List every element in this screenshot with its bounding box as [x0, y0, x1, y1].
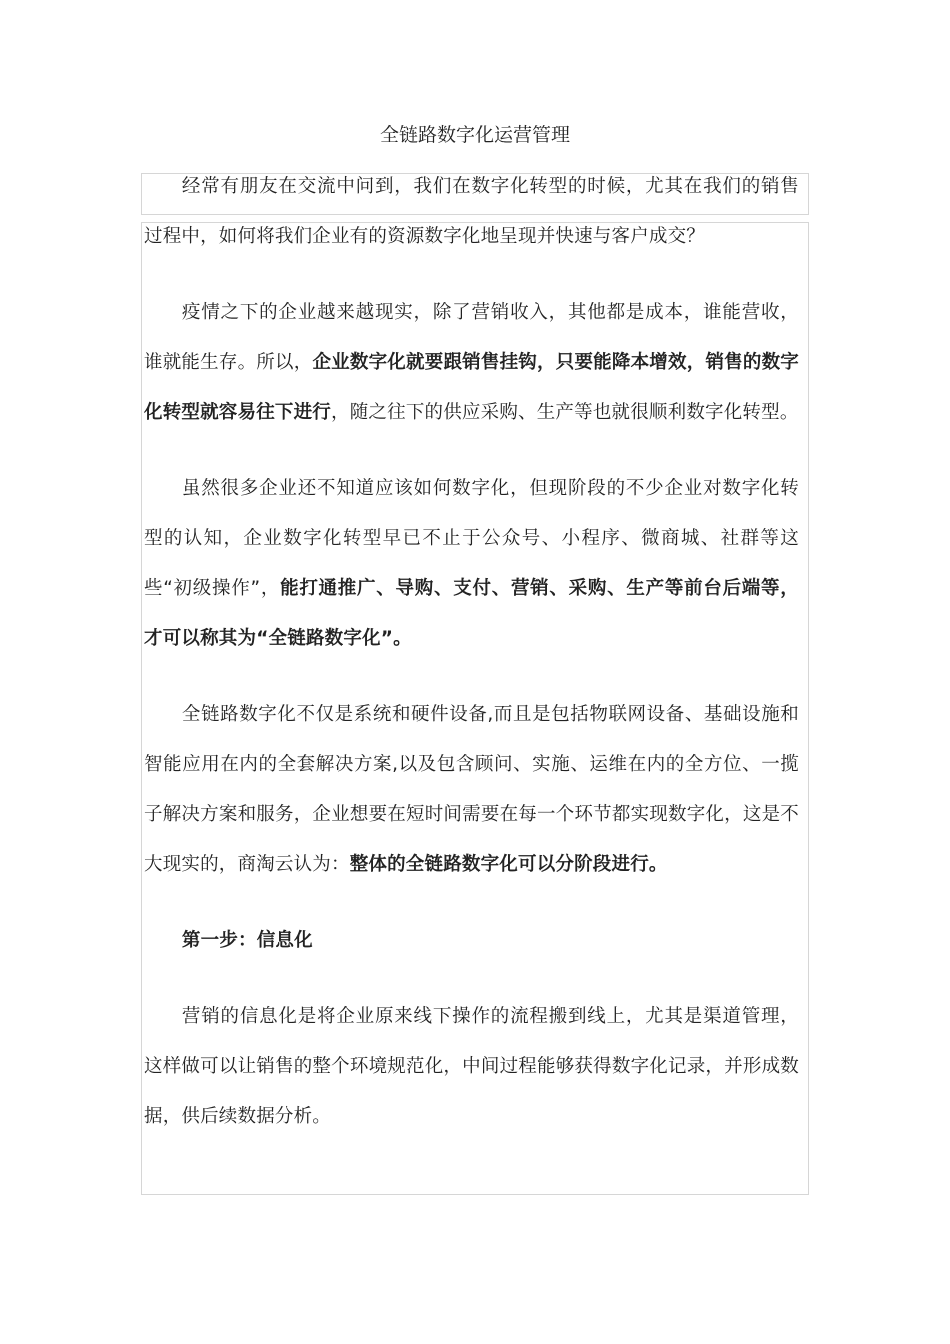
paragraph-text: ，随之往下的供应采购、生产等也就很顺利数字化转型。	[331, 402, 799, 423]
paragraph-text: 营销的信息化是将企业原来线下操作的流程搬到线上，尤其是渠道管理，这样做可以让销售的整个环境规范化，中间过程能够获得数字化记录，并形成数据，供后续数据分析。	[144, 1006, 799, 1127]
paragraph-informatization	[144, 992, 799, 1142]
paragraph-text: 疫情之下的企业越来越现实，除了营销收入，其他都是成本，谁能营收，谁就能生存。所以，	[144, 302, 799, 373]
paragraph-epidemic	[144, 288, 799, 438]
paragraph-text: 虽然很多企业还不知道应该如何数字化，但现阶段的不少企业对数字化转型的认知，企业数字化转型早已不止于公众号、小程序、微商城、社群等这些“初级操作”，	[144, 478, 799, 599]
document-body	[144, 162, 799, 1168]
paragraph-text: 全链路数字化不仅是系统和硬件设备,而且是包括物联网设备、基础设施和智能应用在内的全套解决方案,以及包含顾问、实施、运维在内的全方位、一揽子解决方案和服务，企业想要在短时间需要在每一个环节都实现数字化，这是不大现实的，商淘云认为：	[144, 704, 799, 875]
paragraph-emphasis: 能打通推广、导购、支付、营销、采购、生产等前台后端等，才可以称其为“全链路数字化”。	[144, 578, 799, 649]
paragraph-full-chain	[144, 690, 799, 890]
paragraph-awareness	[144, 464, 799, 664]
step-heading: 第一步：信息化	[181, 930, 313, 951]
paragraph-intro	[144, 162, 799, 262]
paragraph-text: 经常有朋友在交流中问到，我们在数字化转型的时候，尤其在我们的销售过程中，如何将我们企业有的资源数字化地呈现并快速与客户成交？	[144, 176, 799, 247]
paragraph-emphasis: 整体的全链路数字化可以分阶段进行。	[349, 854, 668, 875]
page-title: 全链路数字化运营管理	[379, 124, 570, 146]
paragraph-emphasis: 企业数字化就要跟销售挂钩，只要能降本增效，销售的数字化转型就容易往下进行	[144, 352, 799, 423]
